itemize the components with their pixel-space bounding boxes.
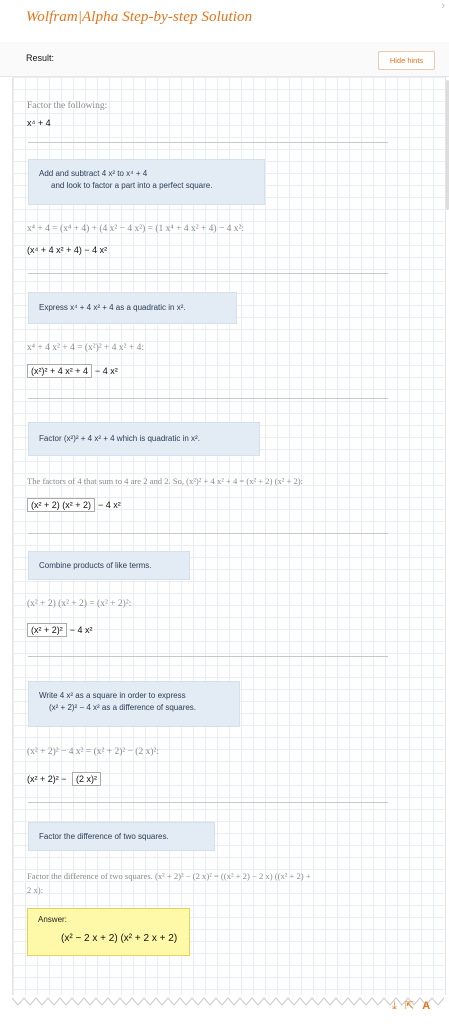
- hint-step-2: [28, 292, 237, 324]
- highlighted-term: (x² + 2)²: [27, 623, 67, 637]
- hint-text: Write 4 x² as a square in order to express: [39, 691, 186, 700]
- hint-step-1: [28, 159, 265, 205]
- highlighted-term: (2 x)²: [72, 772, 101, 786]
- divider: [28, 398, 388, 399]
- remaining-term: − 4 x²: [69, 625, 93, 635]
- torn-edge-divider: [12, 994, 444, 1008]
- app-header: [0, 0, 449, 43]
- hint-text: Combine products of like terms.: [39, 561, 152, 570]
- footer-icons: [392, 999, 435, 1013]
- solution-paper: [12, 77, 446, 995]
- hint-text: and look to factor a part into a perfect square.: [51, 181, 213, 190]
- share-icon[interactable]: ⇱: [404, 1000, 415, 1012]
- hint-text: Express x⁴ + 4 x² + 4 as a quadratic in x².: [39, 303, 186, 312]
- divider: [28, 273, 388, 274]
- problem-prompt: Factor the following:: [27, 101, 108, 111]
- result-step-1: (x⁴ + 4 x² + 4) − 4 x²: [27, 245, 108, 255]
- divider: [28, 656, 388, 657]
- highlighted-term: (x²)² + 4 x² + 4: [27, 364, 92, 378]
- derivation-step-2: x⁴ + 4 x² + 4 = (x²)² + 4 x² + 4:: [27, 343, 144, 353]
- download-icon[interactable]: ⤓: [392, 1000, 397, 1012]
- result-step-2: [27, 364, 118, 378]
- derivation-step-5: (x² + 2)² − 4 x² = (x² + 2)² − (2 x)²:: [27, 747, 159, 757]
- remaining-term: − 4 x²: [98, 500, 121, 510]
- derivation-step-3: The factors of 4 that sum to 4 are 2 and 2. So, (x²)² + 4 x² + 4 = (x² + 2) (x² + 2):: [27, 476, 304, 486]
- answer-label: Answer:: [38, 915, 67, 924]
- hint-step-4: [28, 551, 190, 580]
- remaining-term: (x² + 2)² −: [27, 774, 67, 784]
- chevron-right-icon[interactable]: ›: [441, 0, 445, 12]
- remaining-term: − 4 x²: [95, 366, 118, 376]
- answer-box: [27, 908, 190, 956]
- result-step-5: [27, 772, 104, 786]
- problem-expression: x⁴ + 4: [27, 118, 51, 128]
- derivation-step-1: x⁴ + 4 = (x⁴ + 4) + (4 x² − 4 x²) = (1 x⁴ + 4 x² + 4) − 4 x²:: [27, 224, 245, 234]
- result-step-4: [27, 623, 93, 637]
- hint-text: Factor the difference of two squares.: [39, 832, 169, 841]
- hint-step-5: [28, 681, 240, 727]
- page-title: Wolfram|Alpha Step-by-step Solution: [26, 9, 253, 25]
- hint-step-6: [28, 822, 215, 851]
- result-bar: [0, 42, 449, 77]
- result-label: Result:: [26, 53, 55, 63]
- derivation-step-6: Factor the difference of two squares. (x² + 2)² − (2 x)² = ((x² + 2) − 2 x) ((x² + 2) +: [27, 871, 311, 881]
- hint-text: Add and subtract 4 x² to x⁴ + 4: [39, 169, 148, 178]
- result-step-3: [27, 498, 121, 512]
- divider: [28, 802, 388, 803]
- hide-hints-button[interactable]: Hide hints: [378, 51, 435, 70]
- derivation-step-6-cont: 2 x):: [27, 885, 43, 895]
- divider: [28, 533, 388, 534]
- hint-step-3: [28, 422, 260, 456]
- plaintext-icon[interactable]: A: [422, 1000, 431, 1012]
- hint-text: Factor (x²)² + 4 x² + 4 which is quadratic in x².: [39, 434, 200, 443]
- highlighted-term: (x² + 2) (x² + 2): [27, 498, 95, 512]
- divider: [28, 142, 388, 143]
- hint-text: (x² + 2)² − 4 x² as a difference of squares.: [49, 703, 197, 712]
- answer-expression: (x² − 2 x + 2) (x² + 2 x + 2): [61, 933, 178, 944]
- derivation-step-4: (x² + 2) (x² + 2) = (x² + 2)²:: [27, 599, 132, 609]
